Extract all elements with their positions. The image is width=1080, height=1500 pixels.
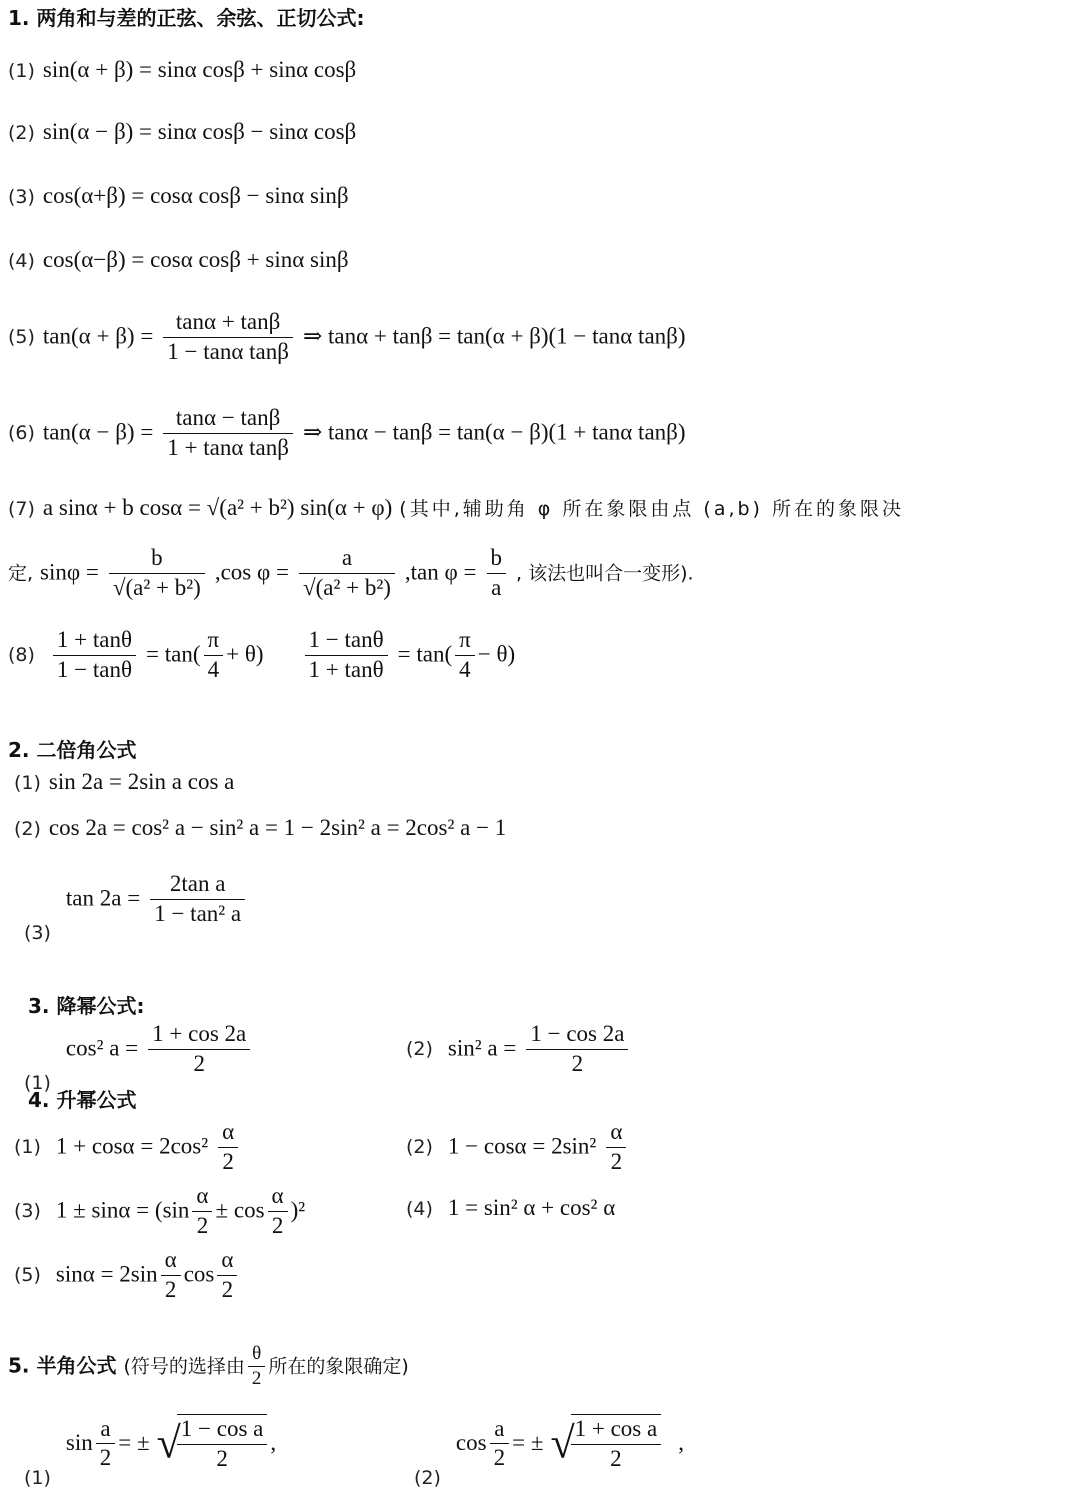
fraction: $\frac{b}{\text{√(a² + b²)}}$ (109, 544, 205, 603)
fraction: $\frac{a}{2}$ (490, 1415, 510, 1474)
formula-1-6: (6) tan(α − β) = $\frac{\tan\alpha - \tan\beta}{\text{1 + tanα tanβ}}$ ⇒ tanα − tanβ = tan(α − β)(1 + tanα tanβ) (8, 404, 686, 463)
fraction: $\frac{\alpha}{2}$ (218, 1118, 238, 1177)
section-1-heading: 1. 两角和与差的正弦、余弦、正切公式: (8, 6, 365, 30)
sqrt-icon: √ (550, 1418, 575, 1468)
fraction: $\frac{1 - \cos 2a}{2}$ (526, 1020, 628, 1079)
fraction: $\frac{1 + \tan\theta}{1 - \tan\theta}$ (53, 626, 136, 685)
formula-1-7: (7) a sinα + b cosα = √(a² + b²) sin(α + φ) (其中,辅助角 φ 所在象限由点 (a,b) 所在的象限决 (8, 495, 905, 520)
formula-1-1: (1) sin(α + β) = sinα cosβ + sinα cosβ (8, 57, 357, 82)
section-5-heading: 5. 半角公式 (8, 1353, 117, 1378)
fraction: $\frac{1 - \tan\theta}{1 + \tan\theta}$ (305, 626, 388, 685)
section-5-heading-row: 5. 半角公式 (符号的选择由 $\frac{\theta}{2}$ 所在的象限确定) (8, 1343, 409, 1389)
formula-1-3: (3) cos(α+β) = cosα cosβ − sinα sinβ (8, 183, 349, 208)
formula-4-5: (5) sinα = 2sin $\frac{\alpha}{2}$ cos $\frac{\alpha}{2}$ (14, 1246, 240, 1305)
formula-1-2: (2) sin(α − β) = sinα cosβ − sinα cosβ (8, 119, 357, 144)
formula-1-7-continued: 定, sinφ = $\frac{b}{\text{√(a² + b²)}}$ ,cos φ = $\frac{a}{\text{√(a² + b²)}}$ ,tan φ = $\frac{b}{a}$ , 该法也叫合一变形). (8, 544, 694, 603)
fraction: $\frac{\pi}{4}$ (204, 626, 224, 685)
formula-1-5: (5) tan(α + β) = $\frac{\tan\alpha + \tan\beta}{\text{1 − tanα tanβ}}$ ⇒ tanα + tanβ = tan(α + β)(1 − tanα tanβ) (8, 308, 686, 367)
fraction: $\frac{\alpha}{2}$ (217, 1246, 237, 1305)
fraction: $\frac{a}{\text{√(a² + b²)}}$ (299, 544, 395, 603)
fraction: $\frac{a}{2}$ (96, 1415, 116, 1474)
formula-3-1: (1) cos² a = $\frac{1 + \cos 2a}{2}$ (24, 1020, 253, 1095)
fraction: $\frac{\text{2tan a}}{\text{1 − tan² a}}$ (150, 870, 245, 929)
formula-3-2: (2) sin² a = $\frac{1 - \cos 2a}{2}$ (406, 1020, 631, 1079)
section-2-heading: 2. 二倍角公式 (8, 738, 137, 762)
fraction: $\frac{\alpha}{2}$ (268, 1182, 288, 1241)
fraction: $\frac{\tan\alpha + \tan\beta}{\text{1 − tanα tanβ}}$ (163, 308, 293, 367)
sqrt-icon: √ (156, 1418, 181, 1468)
section-4-heading: 4. 升幂公式 (28, 1088, 137, 1112)
formula-4-1: (1) 1 + cosα = 2cos² $\frac{\alpha}{2}$ (14, 1118, 241, 1177)
fraction: $\frac{1 + \cos 2a}{2}$ (148, 1020, 250, 1079)
formula-1-8: (8) $\frac{1 + \tan\theta}{1 - \tan\theta}$ = tan( $\frac{\pi}{4}$ + θ) $\frac{1 - \tan\theta}{1 + \tan\theta}$ = tan( $\frac{\pi}{4}$ − θ) (8, 626, 515, 685)
fraction: $\frac{\pi}{4}$ (455, 626, 475, 685)
formula-4-2: (2) 1 − cosα = 2sin² $\frac{\alpha}{2}$ (406, 1118, 629, 1177)
formula-2-2: (2) cos 2a = cos² a − sin² a = 1 − 2sin² a = 2cos² a − 1 (14, 815, 507, 840)
formula-1-4: (4) cos(α−β) = cosα cosβ + sinα sinβ (8, 247, 349, 272)
formula-2-3: (3) tan 2a = $\frac{\text{2tan a}}{\text{1 − tan² a}}$ (24, 870, 248, 945)
fraction: $\frac{\alpha}{2}$ (606, 1118, 626, 1177)
fraction: $\frac{\alpha}{2}$ (161, 1246, 181, 1305)
formula-2-1: (1) sin 2a = 2sin a cos a (14, 769, 235, 794)
fraction: $\frac{\theta}{2}$ (248, 1342, 266, 1391)
section-3-heading: 3. 降幂公式: (28, 994, 145, 1018)
fraction: $\frac{\text{1 − cos a}}{2}$ (177, 1414, 268, 1474)
formula-4-3: (3) 1 ± sinα = (sin $\frac{\alpha}{2}$ ± cos $\frac{\alpha}{2}$ )² (14, 1182, 305, 1241)
fraction: $\frac{b}{a}$ (487, 544, 507, 603)
fraction: $\frac{\text{1 + cos a}}{2}$ (571, 1414, 662, 1474)
formula-4-4: (4) 1 = sin² α + cos² α (406, 1195, 616, 1220)
fraction: $\frac{\alpha}{2}$ (192, 1182, 212, 1241)
formula-5-2: (2) cos $\frac{a}{2}$ = ± √ $\frac{\text{1 + cos a}}{2}$ , (414, 1415, 684, 1489)
formula-5-1: (1) sin $\frac{a}{2}$ = ± √ $\frac{\text{1 − cos a}}{2}$ , (24, 1415, 277, 1489)
fraction: $\frac{\tan\alpha - \tan\beta}{\text{1 + tanα tanβ}}$ (163, 404, 293, 463)
